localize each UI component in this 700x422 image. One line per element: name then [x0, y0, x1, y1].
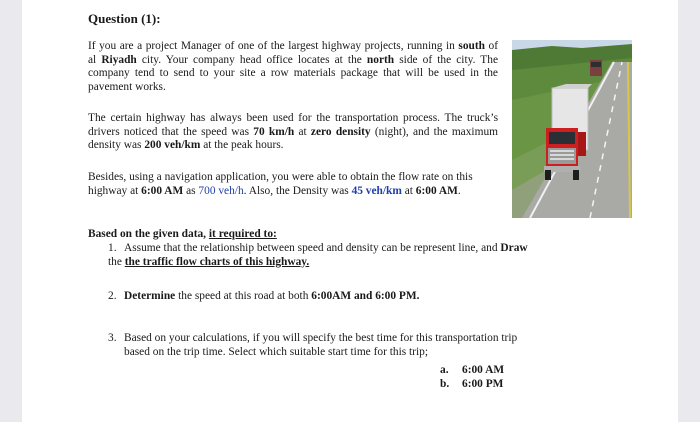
list-item-2: 2. Determine the speed at this road at both 6:00AM and 6:00 PM. [108, 290, 420, 302]
list-item-3: 3. Based on your calculations, if you will specify the best time for this transportation trip based on the trip time. Select which suitable start time for this trip; [108, 332, 518, 358]
answer-options [440, 363, 504, 391]
truck-photo-illustration [512, 40, 632, 218]
paragraph-speed-density: The certain highway has always been used for the transportation process. The truck’s drivers noticed that the speed was 70 km/h at zero density (night), and the maximum density was 200 veh/km at the peak hours. [88, 112, 499, 152]
option-b: b. 6:00 PM [440, 378, 504, 390]
list-item-1: 1. Assume that the relationship between speed and density can be represent line, and Draw the the traffic flow charts of this highway. [108, 242, 528, 268]
paragraph-flow-rate: Besides, using a navigation application, you were able to obtain the flow rate on this highway at 6:00 AM as 700 veh/h. Also, the Density was 45 veh/km at 6:00 AM. [88, 171, 473, 197]
paragraph-intro: If you are a project Manager of one of the largest highway projects, running in south of al Riyadh city. Your company head office locates at the north side of the city. The company tend to send to your site a row materials package that will be used in the pavement works. [88, 40, 499, 93]
option-a: a. 6:00 AM [440, 364, 505, 376]
document-page [22, 0, 678, 422]
question-title: Question (1): [88, 11, 161, 26]
based-heading: Based on the given data, it required to: [88, 228, 277, 240]
truck-highway-photo [512, 40, 632, 218]
